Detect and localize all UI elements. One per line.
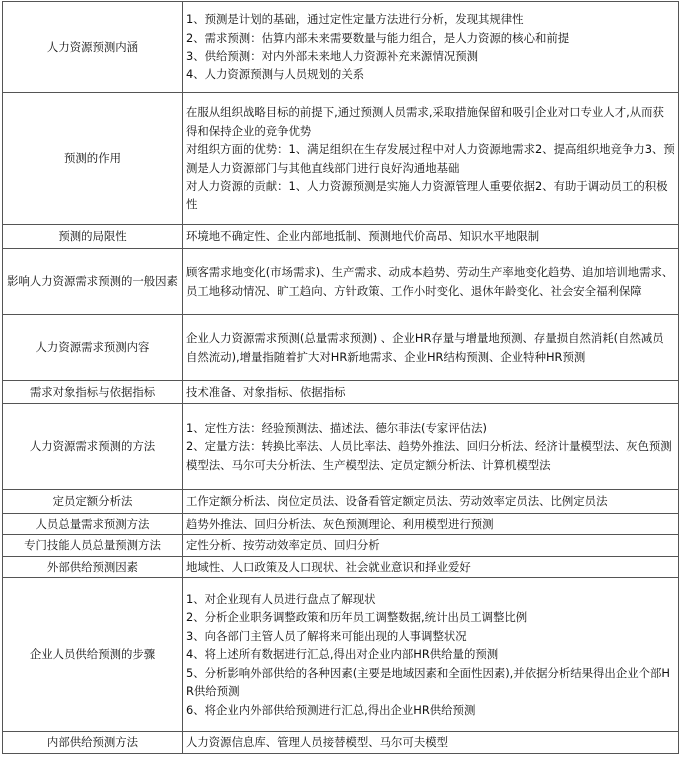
row-label: 人员总量需求预测方法 <box>3 514 183 535</box>
content-line: 2、分析企业职务调整政策和历年员工调整数据,统计出员工调整比例 <box>186 610 528 625</box>
table-row <box>3 315 679 381</box>
table-row <box>3 557 679 578</box>
table-body <box>3 2 679 754</box>
row-label: 人力资源需求预测的方法 <box>3 404 183 490</box>
row-content <box>183 514 679 535</box>
row-label: 内部供给预测方法 <box>3 732 183 754</box>
row-label: 定员定额分析法 <box>3 490 183 514</box>
row-label: 外部供给预测因素 <box>3 557 183 578</box>
row-content <box>183 578 679 732</box>
table-row <box>3 2 679 93</box>
content-line: 人力资源信息库、管理人员接替模型、马尔可夫模型 <box>186 735 448 750</box>
content-line: 1、预测是计划的基础，通过定性定量方法进行分析，发现其规律性 <box>186 12 524 27</box>
content-line: 对人力资源的贡献：1、人力资源预测是实施人力资源管理人重要依据2、有助于调动员工的积极性 <box>186 178 668 212</box>
content-line: 对组织方面的优势：1、满足组织在生存发展过程中对人力资源地需求2、提高组织地竞争力3、预测是人力资源部门与其他直线部门进行良好沟通地基础 <box>186 142 675 175</box>
row-label: 人力资源预测内涵 <box>3 2 183 93</box>
content-line: 工作定额分析法、岗位定员法、设备看管定额定员法、劳动效率定员法、比例定员法 <box>186 494 608 509</box>
table-row <box>3 381 679 404</box>
row-content <box>183 535 679 557</box>
content-line: 3、向各部门主管人员了解将来可能出现的人事调整状况 <box>186 628 467 643</box>
row-label: 预测的局限性 <box>3 225 183 249</box>
content-line: 环境地不确定性、企业内部地抵制、预测地代价高昂、知识水平地限制 <box>186 229 540 244</box>
content-line: 1、对企业现有人员进行盘点了解现状 <box>186 592 376 607</box>
content-line: 定性分析、按劳动效率定员、回归分析 <box>186 538 380 553</box>
table-row <box>3 514 679 535</box>
content-line: 2、需求预测：估算内部未来需要数量与能力组合，是人力资源的核心和前提 <box>186 30 570 45</box>
content-line: 技术准备、对象指标、依据指标 <box>186 384 346 399</box>
row-content <box>183 557 679 578</box>
row-label: 预测的作用 <box>3 93 183 225</box>
table-row <box>3 93 679 225</box>
table-row <box>3 578 679 732</box>
row-label: 需求对象指标与依据指标 <box>3 381 183 404</box>
row-label: 人力资源需求预测内容 <box>3 315 183 381</box>
content-line: 顾客需求地变化(市场需求)、生产需求、动成本趋势、劳动生产率地变化趋势、追加培训地需求、员工地移动情况、旷工趋向、方针政策、工作小时变化、退休年龄变化、社会安全福利保障 <box>186 265 674 298</box>
content-line: 企业人力资源需求预测(总量需求预测) 、企业HR存量与增量地预测、存量损自然消耗(自然减员自然流动),增量指随着扩大对HR新地需求、企业HR结构预测、企业特种HR预测 <box>186 331 664 364</box>
row-content <box>183 315 679 381</box>
table-row <box>3 732 679 754</box>
table-row <box>3 225 679 249</box>
content-line: 地域性、人口政策及人口现状、社会就业意识和择业爱好 <box>186 559 471 574</box>
row-content <box>183 225 679 249</box>
content-line: 4、人力资源预测与人员规划的关系 <box>186 67 365 82</box>
row-content <box>183 249 679 315</box>
content-line: 6、将企业内外部供给预测进行汇总,得出企业HR供给预测 <box>186 702 476 717</box>
content-line: 2、定量方法：转换比率法、人员比率法、趋势外推法、回归分析法、经济计量模型法、灰色预测模型法、马尔可夫分析法、生产模型法、定员定额分析法、计算机模型法 <box>186 439 672 472</box>
content-line: 4、将上述所有数据进行汇总,得出对企业内部HR供给量的预测 <box>186 647 499 662</box>
content-line: 5、分析影响外部供给的各种因素(主要是地域因素和全面性因素),并依据分析结果得出企业个部HR供给预测 <box>186 665 670 699</box>
row-content <box>183 732 679 754</box>
table-row <box>3 490 679 514</box>
summary-table <box>2 1 679 754</box>
row-content <box>183 381 679 404</box>
table-row <box>3 404 679 490</box>
row-label: 影响人力资源需求预测的一般因素 <box>3 249 183 315</box>
row-label: 企业人员供给预测的步骤 <box>3 578 183 732</box>
content-line: 趋势外推法、回归分析法、灰色预测理论、利用模型进行预测 <box>186 516 494 531</box>
row-content <box>183 490 679 514</box>
table-row <box>3 249 679 315</box>
row-content <box>183 2 679 93</box>
row-content <box>183 404 679 490</box>
content-line: 3、供给预测：对内外部未来地人力资源补充来源情况预测 <box>186 49 479 63</box>
row-label: 专门技能人员总量预测方法 <box>3 535 183 557</box>
table-row <box>3 535 679 557</box>
content-line: 在服从组织战略目标的前提下,通过预测人员需求,采取措施保留和吸引企业对口专业人才,从而获得和保持企业的竞争优势 <box>186 105 664 138</box>
row-content <box>183 93 679 225</box>
content-line: 1、定性方法：经验预测法、描述法、德尔菲法(专家评估法) <box>186 420 487 435</box>
